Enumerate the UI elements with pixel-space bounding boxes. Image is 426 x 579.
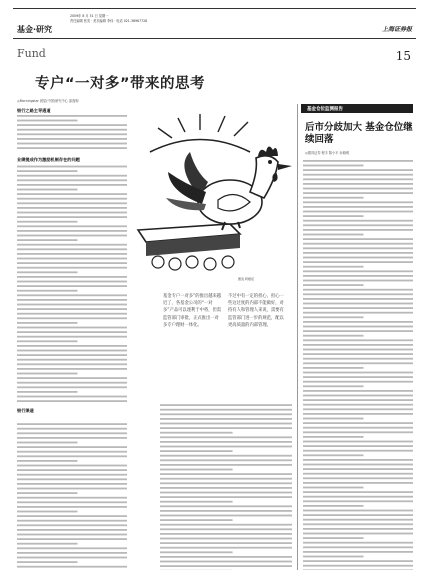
text-line: [17, 460, 78, 462]
text-line: [17, 492, 78, 494]
text-line: [17, 322, 78, 324]
text-line: [17, 175, 127, 177]
text-line: [160, 473, 292, 475]
text-line: [17, 124, 127, 126]
text-line: [303, 220, 413, 222]
text-line: [17, 455, 127, 457]
text-line: [303, 385, 364, 387]
text-line: [17, 143, 127, 145]
sidebar-title: 后市分歧加大 基金仓位继续回落: [305, 122, 413, 145]
text-line: [17, 294, 127, 296]
text-line: [303, 514, 413, 516]
text-line: [303, 270, 413, 272]
text-line: [17, 193, 127, 195]
text-line: [17, 179, 127, 181]
text-line: [17, 244, 127, 246]
section-en-label: Fund: [17, 47, 46, 60]
text-line: [17, 363, 127, 365]
text-line: [303, 284, 364, 286]
text-line: [160, 547, 292, 549]
text-line: [303, 381, 413, 383]
text-line: [160, 469, 233, 471]
text-line: [303, 358, 413, 360]
text-line: [17, 488, 127, 490]
text-line: [17, 566, 127, 568]
header-meta-date: 2009年 8 月 31 日 星期一: [70, 14, 109, 18]
text-line: [17, 552, 127, 554]
text-line: [303, 252, 413, 254]
text-line: [303, 487, 364, 489]
text-line: [303, 372, 413, 374]
cartoon-caption: 图表 阿根廷: [238, 277, 254, 281]
text-line: [17, 529, 127, 531]
text-line: [17, 354, 127, 356]
text-line: [303, 243, 413, 245]
text-line: [17, 373, 78, 375]
text-line: [17, 221, 78, 223]
text-line: [160, 551, 233, 553]
text-line: [17, 304, 127, 306]
text-line: [303, 165, 364, 167]
text-line: [17, 483, 127, 485]
text-line: [303, 519, 413, 521]
text-line: [160, 459, 292, 461]
text-line: [17, 400, 127, 402]
text-line: [17, 524, 127, 526]
text-line: [17, 391, 78, 393]
text-line: [17, 276, 127, 278]
text-line: [303, 445, 413, 447]
text-line: [160, 464, 292, 466]
text-line: [303, 224, 413, 226]
text-line: [160, 561, 292, 563]
text-line: [303, 330, 413, 332]
text-line: [17, 212, 127, 214]
text-line: [303, 229, 413, 231]
text-line: [303, 505, 364, 507]
text-line: [160, 441, 292, 443]
sidebar-byline: ◎德邦证券 程丰 陈小平 孙晓明: [305, 151, 350, 155]
text-line: [17, 207, 127, 209]
text-line: [17, 327, 127, 329]
text-line: [17, 478, 127, 480]
text-line: [303, 312, 413, 314]
text-line: [303, 556, 364, 558]
text-line: [303, 464, 413, 466]
text-line: [303, 326, 413, 328]
text-line: [303, 349, 413, 351]
text-line: [17, 299, 127, 301]
text-line: [303, 321, 413, 323]
text-line: [303, 395, 413, 397]
text-line: [17, 267, 127, 269]
text-line: [17, 133, 127, 135]
subhead-1: 银行之路主导通道: [17, 108, 51, 113]
text-line: [303, 542, 413, 544]
text-line: [303, 201, 413, 203]
text-line: [17, 147, 127, 149]
text-line: [303, 399, 413, 401]
text-line: [160, 409, 292, 411]
text-line: [17, 225, 127, 227]
text-line: [303, 477, 413, 479]
text-line: [303, 468, 413, 470]
text-line: [303, 523, 413, 525]
text-line: [303, 459, 413, 461]
text-line: [160, 515, 292, 517]
text-line: [160, 418, 292, 420]
text-line: [160, 450, 233, 452]
text-line: [160, 524, 292, 526]
text-line: [303, 431, 413, 433]
text-line: [303, 565, 413, 567]
text-line: [160, 556, 292, 558]
text-line: [303, 482, 413, 484]
text-line: [17, 359, 127, 361]
text-line: [17, 561, 78, 563]
text-line: [17, 515, 127, 517]
text-line: [17, 465, 127, 467]
article-byline: ◎Morningstar 晨星(中国)研究中心 邵逸驹: [17, 99, 79, 103]
text-line: [17, 230, 127, 232]
text-line: [17, 423, 127, 425]
text-line: [17, 189, 78, 191]
text-line: [303, 427, 413, 429]
text-line: [303, 454, 364, 456]
text-line: [17, 396, 127, 398]
text-line: [17, 285, 127, 287]
text-line: [303, 496, 413, 498]
text-line: [160, 413, 292, 415]
sidebar-banner-label: 基金仓位监测报告: [307, 107, 343, 112]
text-line: [303, 510, 413, 512]
text-line: [17, 547, 127, 549]
text-line: [17, 474, 127, 476]
text-line: [303, 298, 413, 300]
text-line: [303, 560, 413, 562]
text-line: [17, 235, 127, 237]
text-line: [303, 491, 413, 493]
text-line: [303, 537, 364, 539]
text-line: [17, 340, 78, 342]
text-line: [303, 188, 413, 190]
text-line: [303, 266, 364, 268]
header-meta: [70, 14, 300, 24]
text-line: [303, 473, 413, 475]
text-line: [303, 257, 413, 259]
text-line: [303, 160, 413, 162]
text-line: [17, 437, 127, 439]
text-line: [17, 520, 127, 522]
lead-paragraph-1: 基金专户一对多”的推出越来越近了，各基金公司的“一对多”产品可以逐利于中将，但需监管部门审批，正式推出一对多专户理财一体化。: [163, 294, 222, 328]
text-line: [303, 344, 413, 346]
text-line: [303, 390, 413, 392]
text-line: [17, 166, 127, 168]
text-line: [303, 289, 413, 291]
text-line: [303, 422, 413, 424]
text-line: [17, 271, 78, 273]
text-line: [303, 234, 364, 236]
section-label: 基金·研究: [17, 25, 53, 34]
text-line: [303, 546, 413, 548]
text-line: [17, 345, 127, 347]
text-line: [17, 290, 78, 292]
text-line: [160, 528, 292, 530]
text-line: [17, 377, 127, 379]
subhead-3: 银行渠道: [17, 408, 34, 413]
text-line: [303, 551, 413, 553]
text-line: [303, 528, 413, 530]
text-line: [17, 386, 127, 388]
left-column-text-lines: [17, 115, 132, 570]
text-line: [303, 362, 413, 364]
text-line: [303, 261, 413, 263]
text-line: [160, 519, 233, 521]
text-line: [303, 353, 413, 355]
text-line: [303, 293, 413, 295]
text-line: [303, 533, 413, 535]
text-line: [303, 303, 413, 305]
text-line: [160, 533, 292, 535]
text-line: [17, 248, 127, 250]
column-divider: [297, 104, 298, 570]
text-line: [303, 450, 413, 452]
text-line: [160, 482, 292, 484]
text-line: [17, 451, 127, 453]
text-line: [17, 115, 127, 117]
text-line: [160, 478, 292, 480]
text-line: [303, 339, 413, 341]
right-column-text-lines: [303, 160, 415, 570]
page-number: 15: [395, 49, 411, 63]
text-line: [160, 510, 292, 512]
text-line: [303, 367, 364, 369]
text-line: [160, 455, 292, 457]
text-line: [17, 313, 127, 315]
text-line: [17, 317, 127, 319]
text-line: [303, 316, 364, 318]
text-line: [17, 557, 127, 559]
text-line: [160, 404, 292, 406]
text-line: [160, 436, 292, 438]
text-line: [17, 239, 78, 241]
text-line: [303, 413, 413, 415]
text-line: [303, 376, 413, 378]
header-bottom-rule: [13, 38, 416, 39]
text-line: [17, 258, 127, 260]
article-title: 专户“一对多”带来的思考: [35, 76, 206, 92]
text-line: [17, 262, 127, 264]
text-line: [303, 211, 413, 213]
text-line: [17, 202, 127, 204]
text-line: [303, 192, 413, 194]
text-line: [303, 335, 364, 337]
text-line: [17, 281, 127, 283]
text-line: [160, 427, 292, 429]
text-line: [303, 500, 413, 502]
text-line: [17, 534, 127, 536]
text-line: [160, 492, 292, 494]
text-line: [17, 138, 127, 140]
text-line: [17, 308, 127, 310]
text-line: [303, 174, 413, 176]
text-line: [17, 216, 127, 218]
text-line: [17, 170, 78, 172]
text-line: [303, 238, 413, 240]
text-line: [303, 280, 413, 282]
rooster-cartoon-illustration: [130, 112, 300, 277]
text-line: [17, 120, 78, 122]
text-line: [17, 350, 127, 352]
text-line: [17, 497, 127, 499]
text-line: [17, 511, 78, 513]
text-line: [17, 442, 78, 444]
text-line: [303, 441, 413, 443]
text-line: [303, 404, 413, 406]
text-line: [303, 569, 413, 570]
text-line: [160, 487, 292, 489]
text-line: [160, 496, 292, 498]
text-line: [303, 215, 364, 217]
text-line: [160, 505, 292, 507]
text-line: [160, 432, 233, 434]
text-line: [17, 432, 127, 434]
text-line: [303, 408, 413, 410]
text-line: [17, 543, 78, 545]
text-line: [17, 198, 127, 200]
newspaper-brand: 上海证券报: [381, 26, 412, 33]
text-line: [17, 506, 127, 508]
text-line: [160, 446, 292, 448]
text-line: [17, 184, 127, 186]
text-line: [17, 469, 127, 471]
text-line: [160, 501, 233, 503]
text-line: [160, 542, 292, 544]
subhead-2: 业绩提成作为激励机制存在的问题: [17, 157, 80, 162]
text-line: [160, 565, 292, 567]
header-top-rule: [13, 8, 416, 9]
text-line: [17, 368, 127, 370]
text-line: [303, 247, 413, 249]
middle-column-text-lines: [160, 395, 295, 570]
text-line: [17, 382, 127, 384]
text-line: [303, 436, 364, 438]
text-line: [303, 197, 364, 199]
text-line: [160, 538, 292, 540]
text-line: [17, 129, 127, 131]
text-line: [303, 178, 413, 180]
text-line: [17, 538, 127, 540]
text-line: [17, 336, 127, 338]
text-line: [17, 331, 127, 333]
text-line: [17, 253, 127, 255]
text-line: [303, 183, 413, 185]
text-line: [17, 446, 127, 448]
text-line: [303, 307, 413, 309]
text-line: [303, 418, 364, 420]
text-line: [303, 169, 413, 171]
text-line: [17, 428, 127, 430]
text-line: [17, 501, 127, 503]
header-meta-editors: 责任编辑 张奕 · 美术编辑 李伟 · 电话 021-38967728: [70, 19, 148, 23]
lead-paragraph-2: 不过中有一定的担心，担心一些这过度的内部不能做好，对持有人和管理人来说，需要有监管部门进一步的规范，配以更高质量的内部管理。: [228, 294, 284, 328]
text-line: [303, 206, 413, 208]
text-line: [303, 275, 413, 277]
text-line: [160, 423, 292, 425]
